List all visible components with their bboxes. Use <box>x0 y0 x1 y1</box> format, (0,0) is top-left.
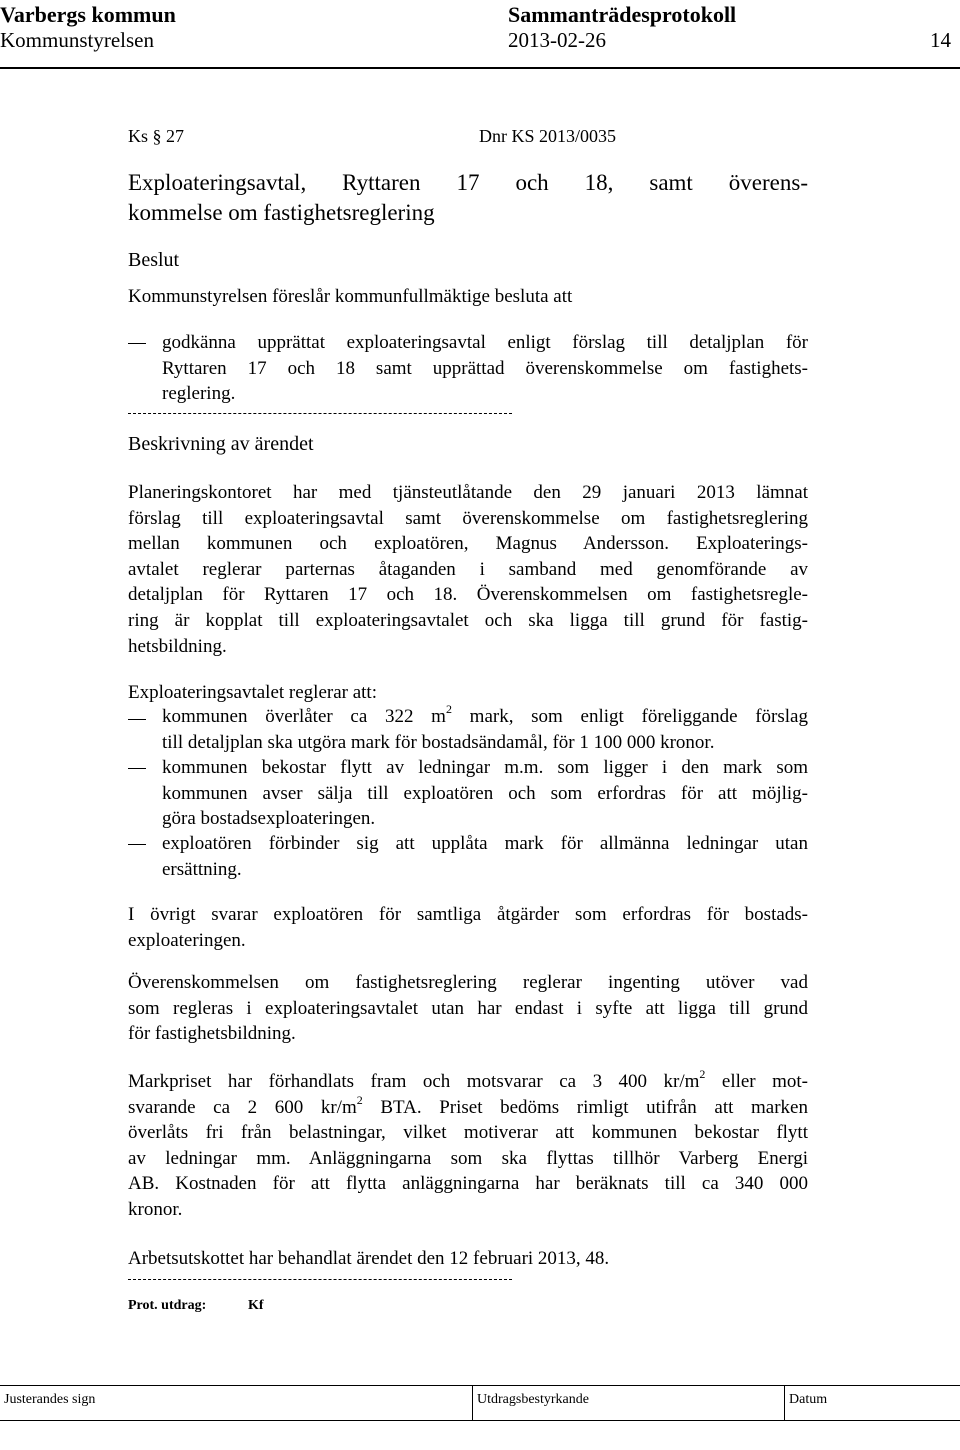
page-number: 14 <box>930 28 951 52</box>
dash-bullet <box>128 343 146 344</box>
dash-bullet <box>128 719 146 720</box>
footer-cell-date <box>785 1386 960 1420</box>
document-type: Sammanträdesprotokoll <box>508 2 737 27</box>
section-number: Ks § 27 <box>128 126 185 146</box>
decision-intro: Kommunstyrelsen föreslår kommunfullmäktige besluta att <box>128 286 573 307</box>
footer-cell-cert <box>473 1386 785 1420</box>
description-paragraph-1: Planeringskontoret har med tjänsteutlåtande den 29 januari 2013 lämnat förslag till exploateringsavtal samt överenskommelse om fastighetsreglering mellan kommunen och exploatören, Magnus Andersson. Exploaterings- avtalet reglerar parternas åtaganden i samband med genomförande av detaljplan för Ryttaren 17 och 18. Överenskommelsen om fastighetsregle- ring är kopplat till exploateringsavtalet och ska ligga till grund för fastig- hetsbildning. <box>128 482 808 657</box>
diary-number: Dnr KS 2013/0035 <box>479 126 617 146</box>
description-paragraph-4: Markpriset har förhandlats fram och motsvarar ca 3 400 $kr/m^2$ eller mot- svarande ca 2 600 $kr/m^2$ BTA. Priset bedöms rimligt utifrån att marken överlåts fri från belastningar, vilket motiverar att kommunen bekostar flytt av ledningar mm. Anläggningarna som ska flyttas tillhör Varberg Energi AB. Kostnaden för att flytta anläggningarna har beräknats till ca 340 000 kronor. <box>128 1067 808 1220</box>
case-title: Exploateringsavtal, Ryttaren 17 och 18, samt överens- kommelse om fastighetsreglering <box>128 170 808 225</box>
footer-cert-label: Utdragsbestyrkande <box>477 1392 589 1407</box>
protocol-extract-recipient: Kf <box>248 1298 264 1313</box>
dash-bullet <box>128 844 146 845</box>
decision-heading: Beslut <box>128 249 180 271</box>
org-name: Varbergs kommun <box>0 2 176 27</box>
list-item: kommunen bekostar flytt av ledningar m.m. som ligger i den mark som kommunen avser sälja till exploatören och som erfordras för att möjlig- göra bostadsexploateringen. <box>162 757 808 830</box>
list-item: kommunen överlåter ca 322 $m^2$ mark, som enligt föreliggande förslag till detaljplan ska utgöra mark för bostadsändamål, för 1 100 000 kronor. <box>162 702 808 753</box>
description-heading: Beskrivning av ärendet <box>128 433 314 455</box>
footer-cell-sign <box>0 1386 473 1420</box>
description-paragraph-5: Arbetsutskottet har behandlat ärendet den 12 februari 2013, 48. <box>128 1248 610 1269</box>
list-item: exploatören förbinder sig att upplåta mark för allmänna ledningar utan ersättning. <box>162 833 808 880</box>
footer-bottom-rule <box>0 1420 960 1421</box>
meeting-date: 2013-02-26 <box>508 28 606 52</box>
footer-date-label: Datum <box>789 1392 828 1407</box>
decision-item: godkänna upprättat exploateringsavtal enligt förslag till detaljplan för Ryttaren 17 och 18 samt upprättad överenskommelse om fastighets- reglering. <box>162 332 808 405</box>
footer-sign-label: Justerandes sign <box>4 1392 96 1407</box>
committee-name: Kommunstyrelsen <box>0 28 154 52</box>
dash-bullet <box>128 768 146 769</box>
list-intro: Exploateringsavtalet reglerar att: <box>128 682 377 703</box>
header-rule <box>0 67 960 69</box>
dashed-separator <box>128 413 512 414</box>
dashed-separator <box>128 1279 512 1280</box>
description-paragraph-2: I övrigt svarar exploatören för samtliga åtgärder som erfordras för bostads- exploateringen. <box>128 904 808 951</box>
protocol-extract-label: Prot. utdrag: <box>128 1298 207 1313</box>
description-paragraph-3: Överenskommelsen om fastighetsreglering reglerar ingenting utöver vad som regleras i exploateringsavtalet utan har endast i syfte att ligga till grund för fastighetsbildning. <box>128 972 808 1045</box>
